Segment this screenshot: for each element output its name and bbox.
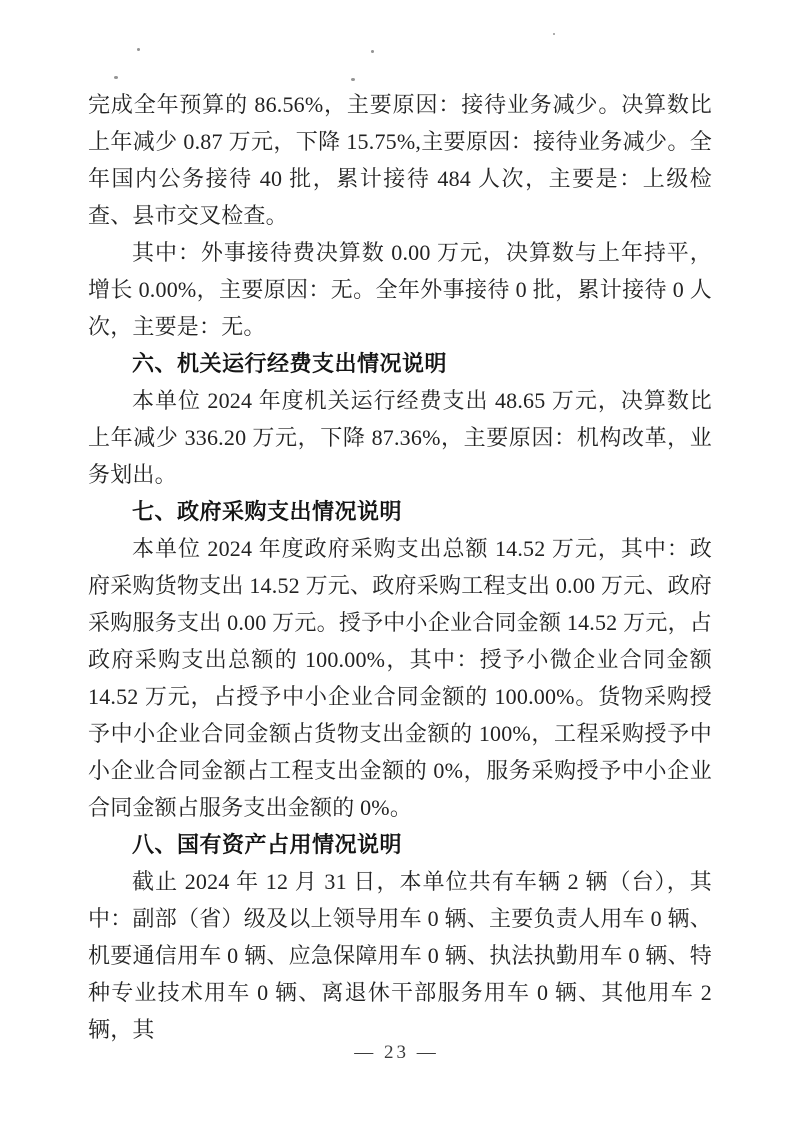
page-content bbox=[88, 86, 712, 1048]
scan-speckle bbox=[137, 48, 140, 51]
heading-section-8-state-owned-assets: 八、国有资产占用情况说明 bbox=[132, 832, 403, 857]
scan-speckle bbox=[371, 50, 374, 53]
scan-speckle bbox=[351, 78, 355, 81]
para-foreign-reception: 其中：外事接待费决算数 0.00 万元，决算数与上年持平，增长 0.00%，主要原因：无。全年外事接待 0 批，累计接待 0 人次，主要是：无。 bbox=[88, 240, 712, 339]
para-agency-operating-expense: 本单位 2024 年度机关运行经费支出 48.65 万元，决算数比上年减少 336.20 万元，下降 87.36%，主要原因：机构改革，业务划出。 bbox=[88, 388, 712, 487]
page-number: — 23 — bbox=[354, 1042, 439, 1063]
para-state-owned-assets-vehicles: 截止 2024 年 12 月 31 日，本单位共有车辆 2 辆（台），其中：副部（省）级及以上领导用车 0 辆、主要负责人用车 0 辆、机要通信用车 0 辆、应急保障用车 0 辆、执法执勤用车 0 辆、特种专业技术用车 0 辆、离退休干部服务用车 0 辆、其他用车 2 辆，其 bbox=[88, 869, 712, 1042]
para-official-reception-continued: 完成全年预算的 86.56%，主要原因：接待业务减少。决算数比上年减少 0.87 万元，下降 15.75%,主要原因：接待业务减少。全年国内公务接待 40 批，累计接待 484 人次，主要是：上级检查、县市交叉检查。 bbox=[88, 92, 712, 228]
para-government-procurement: 本单位 2024 年度政府采购支出总额 14.52 万元，其中：政府采购货物支出 14.52 万元、政府采购工程支出 0.00 万元、政府采购服务支出 0.00 万元。授予中小企业合同金额 14.52 万元，占政府采购支出总额的 100.00%，其中：授予小微企业合同金额 14.52 万元，占授予中小企业合同金额的 100.00%。货物采购授予中小企业合同金额占货物支出金额的 100%，工程采购授予中小企业合同金额占工程支出金额的 0%，服务采购授予中小企业合同金额占服务支出金额的 0%。 bbox=[88, 536, 712, 820]
page-footer bbox=[0, 1042, 793, 1064]
scan-speckle bbox=[114, 76, 118, 79]
heading-section-7-government-procurement: 七、政府采购支出情况说明 bbox=[132, 499, 403, 524]
scan-speckle bbox=[553, 33, 555, 35]
heading-section-6-agency-operating-expense: 六、机关运行经费支出情况说明 bbox=[132, 351, 448, 376]
